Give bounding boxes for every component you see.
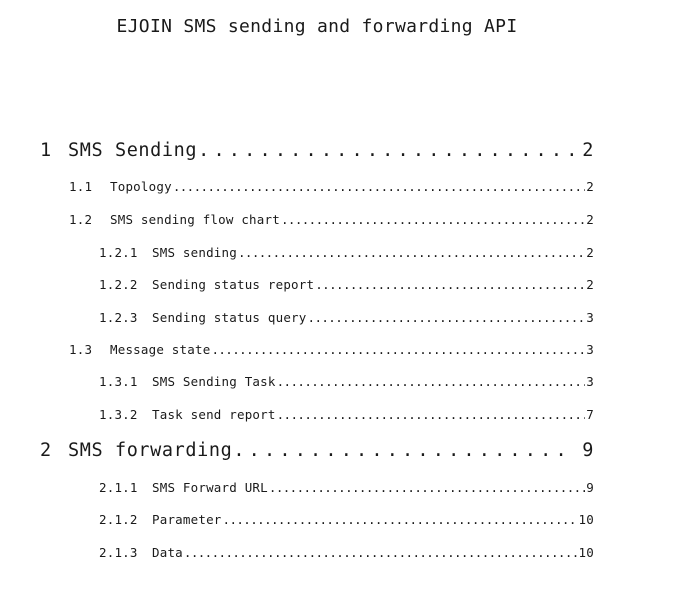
toc-entry-page: 9: [582, 440, 594, 461]
toc-entry-label: SMS sending: [152, 245, 237, 260]
toc-entry-number: 1.1: [69, 179, 93, 194]
toc-entry-page: 3: [586, 374, 594, 389]
toc-entry-1[interactable]: [40, 140, 594, 161]
toc-dot-leader: [269, 480, 585, 495]
toc-dot-leader: [173, 179, 585, 194]
toc-dot-leader: [277, 407, 586, 422]
toc-entry-page: 7: [586, 407, 594, 422]
toc-entry-2[interactable]: [40, 440, 594, 461]
toc-entry-number: 1.2.3: [99, 310, 138, 325]
toc-dot-leader: [223, 512, 578, 527]
toc-entry-label: Parameter: [152, 512, 222, 527]
toc-entry-label: SMS Sending: [68, 140, 198, 161]
toc-entry-number: 2.1.1: [99, 480, 138, 495]
toc-entry-1-2-1[interactable]: [99, 245, 594, 260]
toc-entry-label: SMS forwarding: [68, 440, 233, 461]
toc-entry-page: 3: [586, 310, 594, 325]
toc-dot-leader: [277, 374, 586, 389]
toc-entry-number: 2: [40, 440, 52, 461]
toc-entry-number: 1.3.1: [99, 374, 138, 389]
toc-entry-label: SMS Sending Task: [152, 374, 276, 389]
toc-entry-1-3-1[interactable]: [99, 374, 594, 389]
toc-entry-page: 3: [586, 342, 594, 357]
toc-dot-leader: [211, 342, 585, 357]
toc-entry-label: SMS sending flow chart: [110, 212, 280, 227]
toc-entry-1-2-3[interactable]: [99, 310, 594, 325]
toc-dot-leader: [233, 440, 575, 461]
toc-entry-page: 2: [582, 140, 594, 161]
toc-entry-2-1-2[interactable]: [99, 512, 594, 527]
toc-dot-leader: [315, 277, 585, 292]
toc-entry-1-1[interactable]: [69, 179, 594, 194]
toc-entry-page: 2: [586, 245, 594, 260]
toc-entry-number: 1.2: [69, 212, 93, 227]
toc-dot-leader: [184, 545, 578, 560]
toc-entry-label: Data: [152, 545, 183, 560]
toc-entry-2-1-1[interactable]: [99, 480, 594, 495]
toc-entry-label: Topology: [110, 179, 172, 194]
toc-entry-number: 1.3.2: [99, 407, 138, 422]
toc-entry-1-2[interactable]: [69, 212, 594, 227]
toc-entry-number: 2.1.2: [99, 512, 138, 527]
toc-dot-leader: [308, 310, 586, 325]
toc-entry-page: 2: [586, 277, 594, 292]
document-title: EJOIN SMS sending and forwarding API: [116, 16, 518, 37]
toc-entry-2-1-3[interactable]: [99, 545, 594, 560]
toc-dot-leader: [238, 245, 585, 260]
toc-entry-page: 9: [586, 480, 594, 495]
toc-entry-label: Sending status query: [152, 310, 307, 325]
toc-entry-number: 2.1.3: [99, 545, 138, 560]
toc-entry-page: 2: [586, 212, 594, 227]
toc-entry-number: 1: [40, 140, 52, 161]
toc-entry-page: 10: [578, 512, 594, 527]
toc-entry-label: Message state: [110, 342, 211, 357]
toc-entry-label: Task send report: [152, 407, 276, 422]
toc-entry-1-3[interactable]: [69, 342, 594, 357]
toc-entry-1-3-2[interactable]: [99, 407, 594, 422]
toc-entry-number: 1.3: [69, 342, 93, 357]
toc-entry-number: 1.2.1: [99, 245, 138, 260]
toc-entry-1-2-2[interactable]: [99, 277, 594, 292]
toc-entry-page: 10: [578, 545, 594, 560]
toc-entry-label: Sending status report: [152, 277, 315, 292]
toc-dot-leader: [198, 140, 575, 161]
toc-dot-leader: [281, 212, 585, 227]
toc-entry-page: 2: [586, 179, 594, 194]
toc-entry-number: 1.2.2: [99, 277, 138, 292]
toc-entry-label: SMS Forward URL: [152, 480, 268, 495]
